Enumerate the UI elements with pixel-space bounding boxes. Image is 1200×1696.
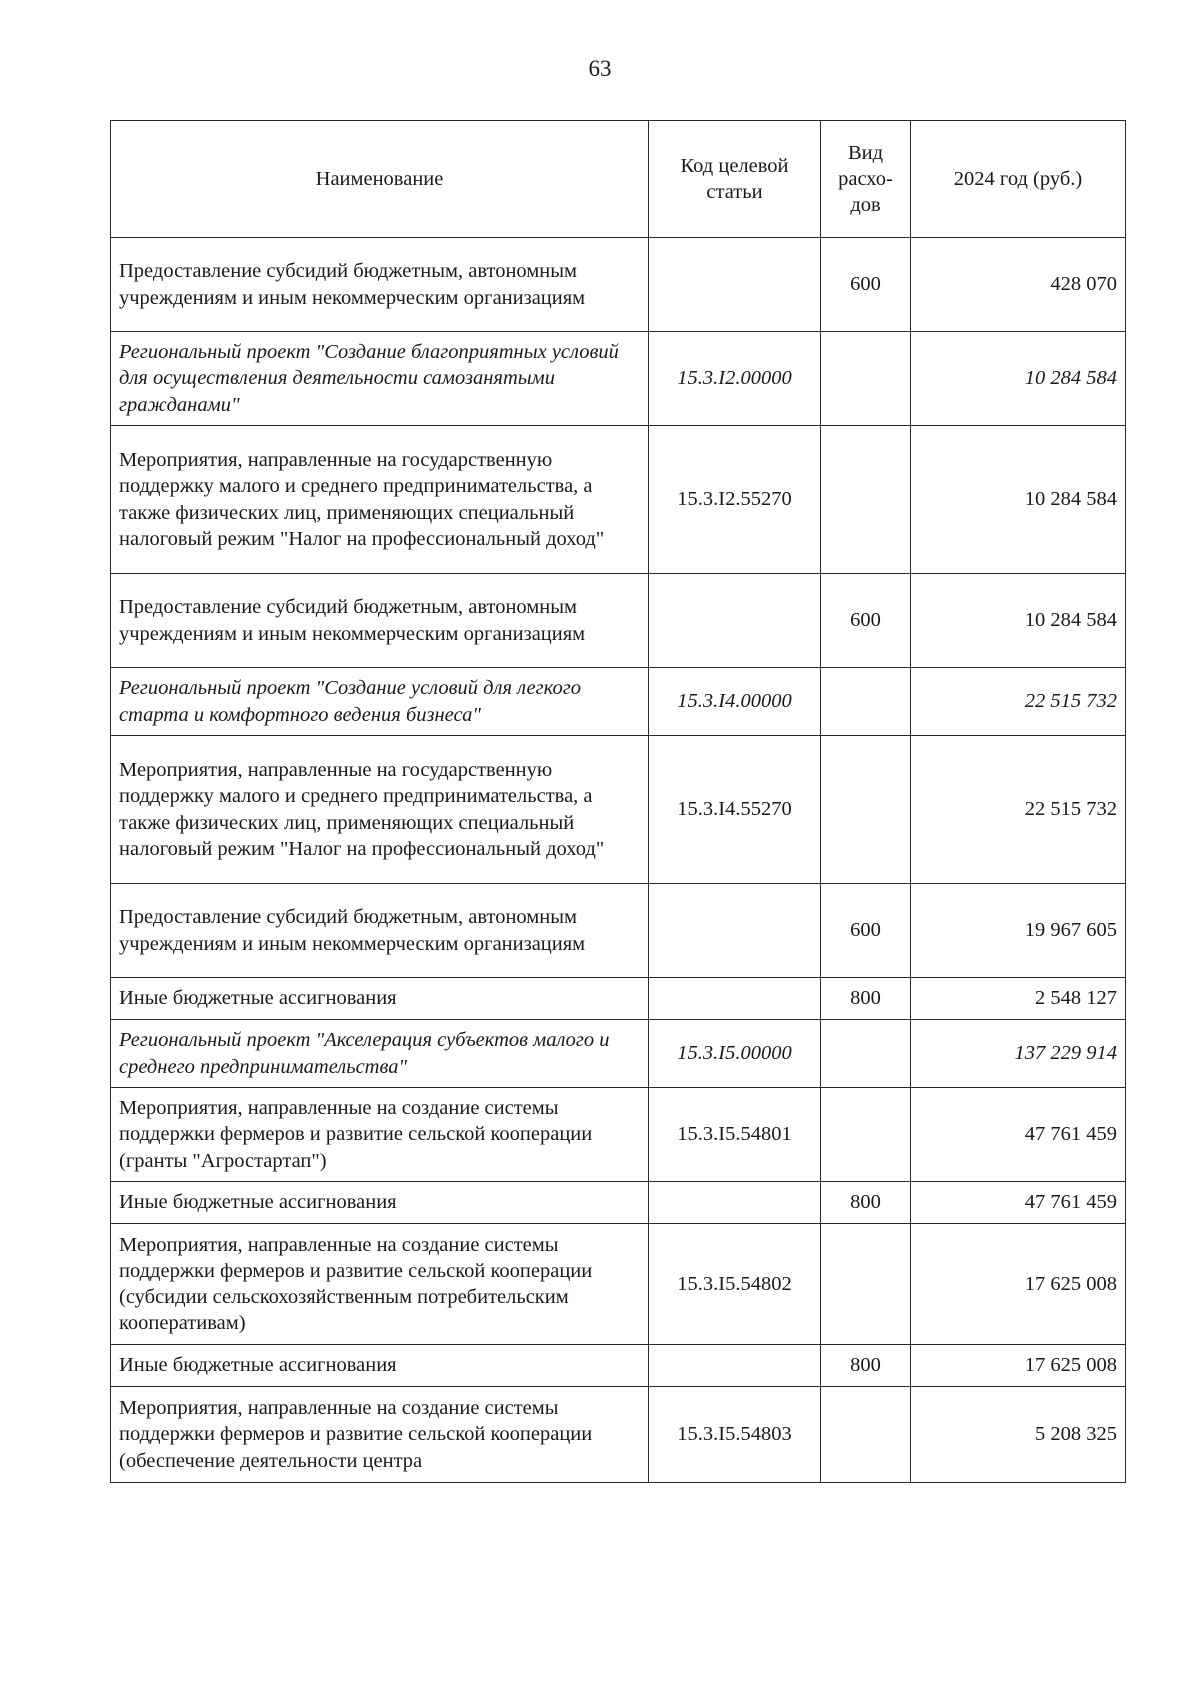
table-row bbox=[111, 426, 1126, 574]
table-header-row bbox=[111, 121, 1126, 238]
row-type bbox=[821, 332, 911, 426]
table-row bbox=[111, 238, 1126, 332]
header-type: Вид расхо-дов bbox=[821, 121, 911, 238]
row-type bbox=[821, 668, 911, 736]
row-code bbox=[649, 1182, 821, 1224]
row-amount: 22 515 732 bbox=[911, 736, 1126, 884]
row-code bbox=[649, 884, 821, 978]
row-name: Мероприятия, направленные на государственную поддержку малого и среднего предпринимательства, а также физических лиц, применяющих специальный налоговый режим "Налог на профессиональный доход" bbox=[111, 736, 649, 884]
row-name: Предоставление субсидий бюджетным, автономным учреждениям и иным некоммерческим организациям bbox=[111, 574, 649, 668]
row-name: Мероприятия, направленные на создание системы поддержки фермеров и развитие сельской кооперации (обеспечение деятельности центра bbox=[111, 1387, 649, 1483]
table-row bbox=[111, 1182, 1126, 1224]
row-type: 800 bbox=[821, 978, 911, 1020]
row-amount: 19 967 605 bbox=[911, 884, 1126, 978]
row-type bbox=[821, 736, 911, 884]
row-type: 800 bbox=[821, 1345, 911, 1387]
row-name: Региональный проект "Создание условий для легкого старта и комфортного ведения бизнеса" bbox=[111, 668, 649, 736]
row-type bbox=[821, 426, 911, 574]
row-name: Региональный проект "Акселерация субъектов малого и среднего предпринимательства" bbox=[111, 1020, 649, 1088]
row-amount: 10 284 584 bbox=[911, 332, 1126, 426]
row-amount: 22 515 732 bbox=[911, 668, 1126, 736]
row-type: 800 bbox=[821, 1182, 911, 1224]
row-code: 15.3.I5.00000 bbox=[649, 1020, 821, 1088]
row-code: 15.3.I2.00000 bbox=[649, 332, 821, 426]
row-amount: 137 229 914 bbox=[911, 1020, 1126, 1088]
header-amount: 2024 год (руб.) bbox=[911, 121, 1126, 238]
table-row bbox=[111, 1224, 1126, 1345]
row-type bbox=[821, 1387, 911, 1483]
row-type: 600 bbox=[821, 884, 911, 978]
page-number: 63 bbox=[588, 56, 612, 81]
row-name: Региональный проект "Создание благоприятных условий для осуществления деятельности самозанятыми гражданами" bbox=[111, 332, 649, 426]
row-amount: 5 208 325 bbox=[911, 1387, 1126, 1483]
row-code bbox=[649, 1345, 821, 1387]
row-amount: 17 625 008 bbox=[911, 1345, 1126, 1387]
row-amount: 428 070 bbox=[911, 238, 1126, 332]
row-amount: 47 761 459 bbox=[911, 1088, 1126, 1182]
row-amount: 10 284 584 bbox=[911, 574, 1126, 668]
row-code bbox=[649, 978, 821, 1020]
table-row bbox=[111, 668, 1126, 736]
row-type bbox=[821, 1020, 911, 1088]
table-row bbox=[111, 736, 1126, 884]
row-name: Предоставление субсидий бюджетным, автономным учреждениям и иным некоммерческим организациям bbox=[111, 884, 649, 978]
header-code: Код целевой статьи bbox=[649, 121, 821, 238]
table-row bbox=[111, 978, 1126, 1020]
header-name: Наименование bbox=[111, 121, 649, 238]
row-amount: 17 625 008 bbox=[911, 1224, 1126, 1345]
row-code bbox=[649, 238, 821, 332]
row-amount: 2 548 127 bbox=[911, 978, 1126, 1020]
row-name: Иные бюджетные ассигнования bbox=[111, 1345, 649, 1387]
row-name: Иные бюджетные ассигнования bbox=[111, 978, 649, 1020]
row-amount: 10 284 584 bbox=[911, 426, 1126, 574]
table-row bbox=[111, 1387, 1126, 1483]
row-code: 15.3.I4.00000 bbox=[649, 668, 821, 736]
row-name: Мероприятия, направленные на государственную поддержку малого и среднего предпринимательства, а также физических лиц, применяющих специальный налоговый режим "Налог на профессиональный доход" bbox=[111, 426, 649, 574]
table-row bbox=[111, 1020, 1126, 1088]
table-row bbox=[111, 884, 1126, 978]
row-code bbox=[649, 574, 821, 668]
table-row bbox=[111, 1088, 1126, 1182]
row-code: 15.3.I5.54803 bbox=[649, 1387, 821, 1483]
row-name: Мероприятия, направленные на создание системы поддержки фермеров и развитие сельской кооперации (субсидии сельскохозяйственным потребительским кооперативам) bbox=[111, 1224, 649, 1345]
row-amount: 47 761 459 bbox=[911, 1182, 1126, 1224]
table-row bbox=[111, 1345, 1126, 1387]
row-code: 15.3.I5.54802 bbox=[649, 1224, 821, 1345]
row-name: Предоставление субсидий бюджетным, автономным учреждениям и иным некоммерческим организациям bbox=[111, 238, 649, 332]
row-type bbox=[821, 1224, 911, 1345]
row-type bbox=[821, 1088, 911, 1182]
row-type: 600 bbox=[821, 574, 911, 668]
row-name: Иные бюджетные ассигнования bbox=[111, 1182, 649, 1224]
table-row bbox=[111, 332, 1126, 426]
row-type: 600 bbox=[821, 238, 911, 332]
row-code: 15.3.I5.54801 bbox=[649, 1088, 821, 1182]
row-code: 15.3.I2.55270 bbox=[649, 426, 821, 574]
row-code: 15.3.I4.55270 bbox=[649, 736, 821, 884]
budget-table bbox=[110, 120, 1126, 1483]
table-row bbox=[111, 574, 1126, 668]
row-name: Мероприятия, направленные на создание системы поддержки фермеров и развитие сельской кооперации (гранты "Агростартап") bbox=[111, 1088, 649, 1182]
